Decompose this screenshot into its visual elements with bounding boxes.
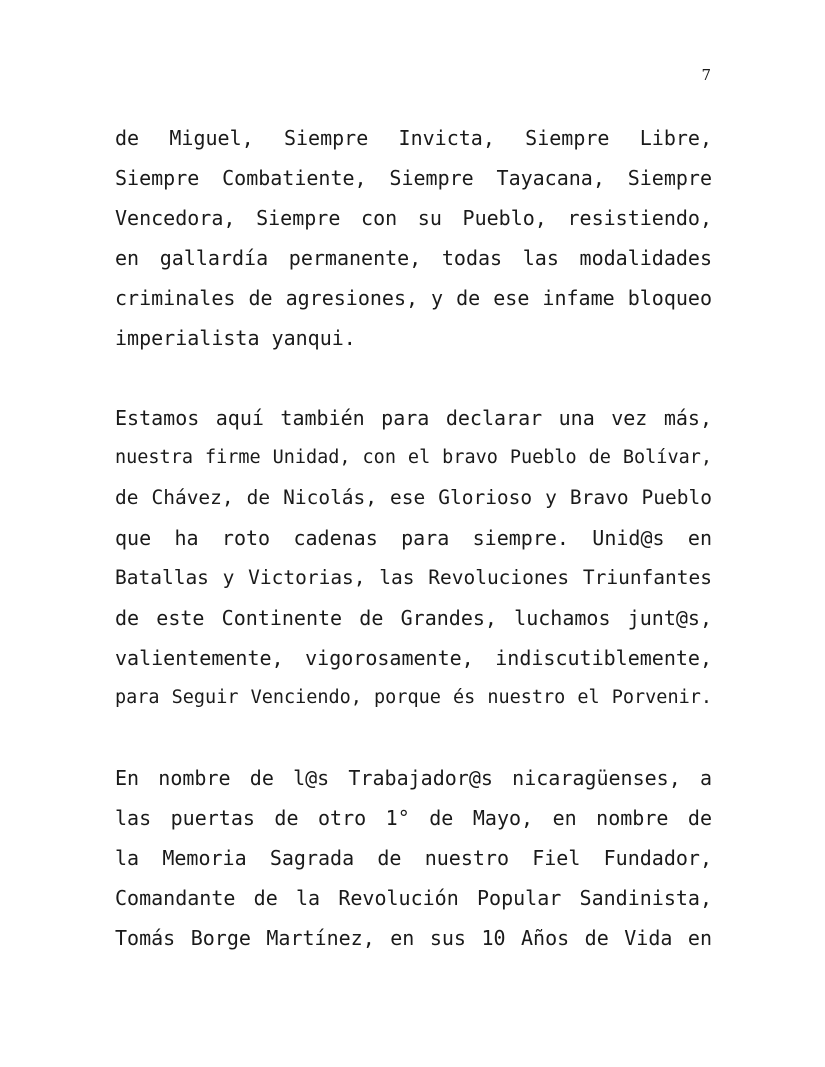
text-line: Siempre Combatiente, Siempre Tayacana, Siempre bbox=[115, 166, 712, 190]
text-line: que ha roto cadenas para siempre. Unid@s en bbox=[115, 526, 712, 550]
page-number: 7 bbox=[701, 66, 711, 84]
text-line: valientemente, vigorosamente, indiscutiblemente, bbox=[115, 646, 712, 670]
text-line: Tomás Borge Martínez, en sus 10 Años de Vida en bbox=[115, 926, 712, 950]
text-line: las puertas de otro 1° de Mayo, en nombre de bbox=[115, 806, 712, 830]
text-line: Batallas y Victorias, las Revoluciones Triunfantes bbox=[115, 566, 712, 589]
text-line: de Miguel, Siempre Invicta, Siempre Libre, bbox=[115, 126, 712, 150]
text-line: para Seguir Venciendo, porque és nuestro el Porvenir. bbox=[115, 687, 712, 708]
text-line: nuestra firme Unidad, con el bravo Pueblo de Bolívar, bbox=[115, 447, 712, 468]
text-line: imperialista yanqui. bbox=[115, 326, 356, 350]
text-line: Vencedora, Siempre con su Pueblo, resistiendo, bbox=[115, 206, 712, 230]
paragraph-2 bbox=[115, 398, 712, 718]
text-line: en gallardía permanente, todas las modalidades bbox=[115, 246, 712, 270]
text-line: de este Continente de Grandes, luchamos junt@s, bbox=[115, 606, 712, 630]
text-line: Estamos aquí también para declarar una vez más, bbox=[115, 406, 712, 430]
text-line: Comandante de la Revolución Popular Sandinista, bbox=[115, 886, 712, 910]
text-line: En nombre de l@s Trabajador@s nicaragüenses, a bbox=[115, 766, 712, 790]
document-body bbox=[115, 118, 712, 998]
text-line: de Chávez, de Nicolás, ese Glorioso y Bravo Pueblo bbox=[115, 486, 712, 509]
paragraph-3 bbox=[115, 758, 712, 958]
text-line: la Memoria Sagrada de nuestro Fiel Fundador, bbox=[115, 846, 712, 870]
paragraph-1 bbox=[115, 118, 712, 358]
text-line: criminales de agresiones, y de ese infame bloqueo bbox=[115, 286, 712, 310]
